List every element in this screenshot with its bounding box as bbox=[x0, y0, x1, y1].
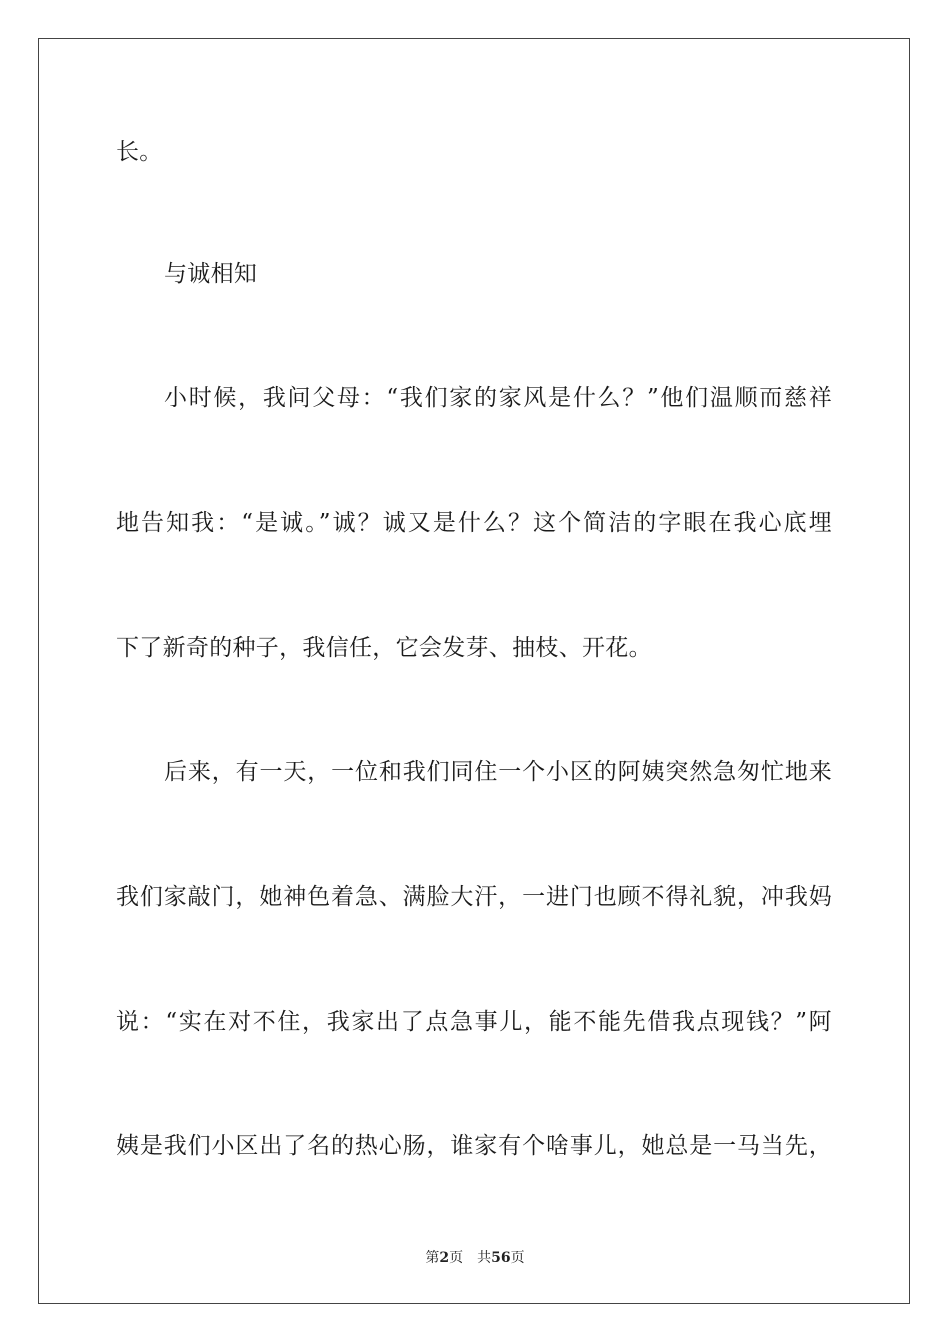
total-page-count: 56 bbox=[491, 1250, 511, 1266]
paragraph-line: 下了新奇的种子，我信任，它会发芽、抽枝、开花。 bbox=[116, 635, 652, 661]
total-suffix: 页 bbox=[510, 1250, 525, 1266]
paragraph-line: 说：“实在对不住，我家出了点急事儿，能不能先借我点现钱？”阿 bbox=[116, 1009, 832, 1035]
page-prefix: 第 bbox=[425, 1250, 440, 1266]
current-page-number: 2 bbox=[439, 1250, 450, 1266]
total-prefix: 共 bbox=[477, 1250, 492, 1266]
paragraph-line: 地告知我：“是诚。”诚？诚又是什么？这个简洁的字眼在我心底埋 bbox=[116, 510, 832, 536]
paragraph-line: 小时候，我问父母：“我们家的家风是什么？”他们温顺而慈祥 bbox=[164, 385, 832, 411]
paragraph-line: 姨是我们小区出了名的热心肠，谁家有个啥事儿，她总是一马当先， bbox=[116, 1133, 832, 1159]
paragraph-line: 我们家敲门，她神色着急、满脸大汗，一进门也顾不得礼貌，冲我妈 bbox=[116, 884, 832, 910]
text-line-continuation: 长。 bbox=[116, 139, 163, 165]
paragraph-line: 后来，有一天，一位和我们同住一个小区的阿姨突然急匆忙地来 bbox=[164, 759, 832, 785]
page-frame bbox=[38, 38, 910, 1304]
page-footer bbox=[0, 1249, 950, 1267]
section-heading: 与诚相知 bbox=[164, 261, 258, 287]
page-suffix: 页 bbox=[449, 1250, 464, 1266]
